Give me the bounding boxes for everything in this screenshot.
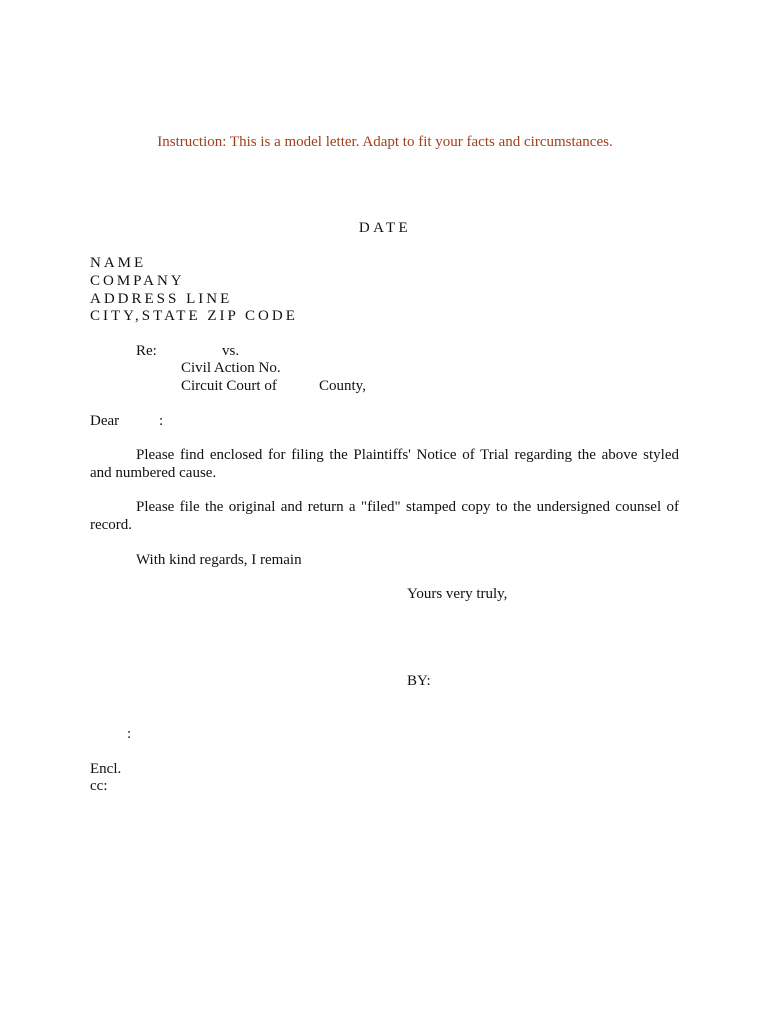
date-placeholder: DATE [358, 220, 412, 236]
salutation-dear: Dear [90, 413, 120, 429]
body-paragraph-3: With kind regards, I remain [136, 552, 302, 568]
re-vs: vs. [222, 343, 240, 359]
cc-note: cc: [90, 778, 108, 794]
circuit-court: Circuit Court of [181, 378, 277, 394]
recipient-company: COMPANY [90, 273, 185, 289]
recipient-address: ADDRESS LINE [90, 291, 233, 307]
salutation-colon: : [159, 413, 164, 429]
civil-action-number: Civil Action No. [181, 360, 281, 376]
body-paragraph-1: Please find enclosed for filing the Plaintiffs' Notice of Trial regarding the above styled and numbered cause. [90, 447, 679, 481]
body-paragraph-2: Please file the original and return a "filed" stamped copy to the undersigned counsel of record. [90, 499, 679, 533]
enclosure-note: Encl. [90, 761, 122, 777]
closing-yours-truly: Yours very truly, [407, 586, 508, 602]
signature-by: BY: [407, 673, 431, 689]
initials-colon: : [127, 726, 132, 742]
re-label: Re: [136, 343, 157, 359]
recipient-city-state-zip: CITY,STATE ZIP CODE [90, 308, 298, 324]
county: County, [319, 378, 366, 394]
instruction-note: Instruction: This is a model letter. Adapt to fit your facts and circumstances. [157, 134, 613, 150]
recipient-name: NAME [90, 255, 147, 271]
